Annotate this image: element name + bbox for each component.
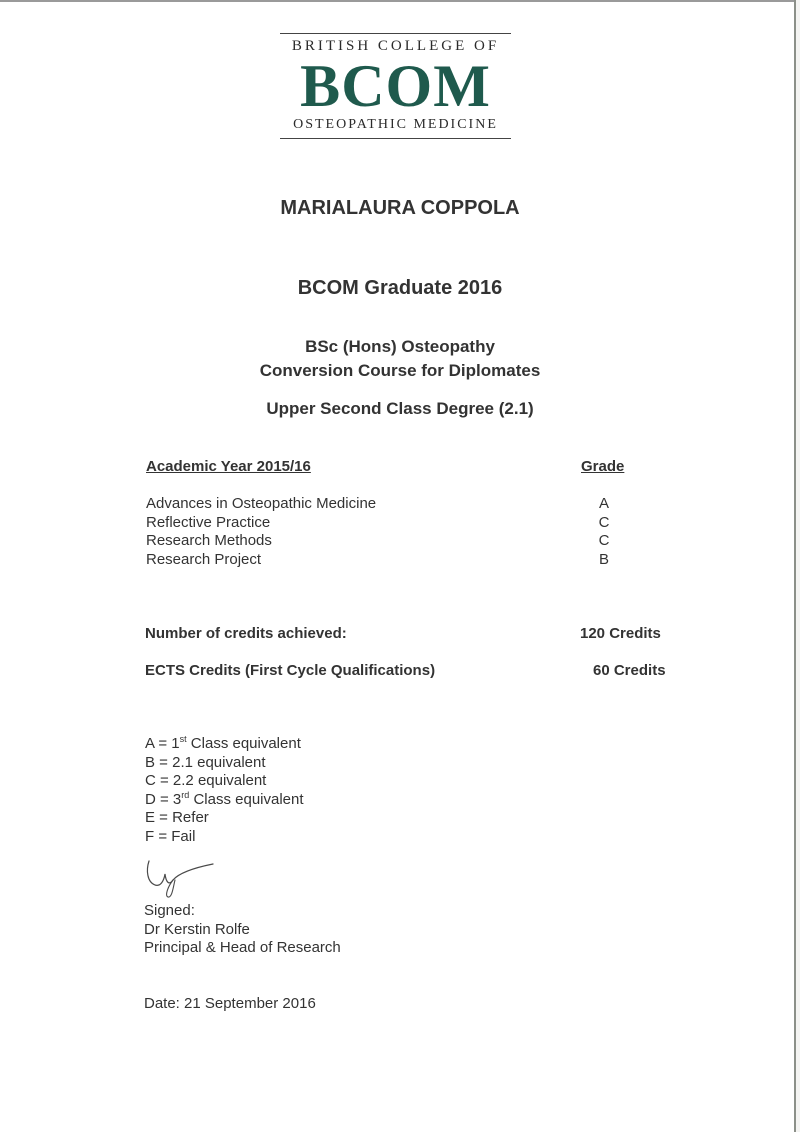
ects-credits-value: 60 Credits: [593, 662, 666, 679]
module-grade: C: [598, 532, 610, 549]
module-grade: B: [598, 550, 609, 568]
key-text: A = 1: [145, 735, 180, 752]
handwritten-signature: [143, 858, 218, 900]
key-text: Class equivalent: [189, 790, 304, 808]
scan-top-edge: [0, 0, 800, 2]
module-name: Reflective Practice: [146, 513, 271, 531]
logo-bottom-rule: [280, 138, 511, 139]
grade-key-item: [145, 772, 304, 791]
course-subtitle: Conversion Course for Diplomates: [259, 361, 541, 380]
academic-year-header: Academic Year 2015/16: [146, 458, 311, 475]
grade-key-item: [145, 809, 304, 828]
grade-list: [589, 495, 619, 569]
key-text: Class equivalent: [186, 735, 301, 752]
issue-date: Date: 21 September 2016: [144, 995, 316, 1012]
signed-label: Signed:: [144, 902, 195, 919]
key-sup: rd: [181, 789, 190, 800]
signatory-title: Principal & Head of Research: [144, 939, 341, 956]
credits-achieved-value: 120 Credits: [580, 625, 661, 642]
key-text: B = 2.1 equivalent: [145, 753, 266, 771]
key-text: C = 2.2 equivalent: [145, 772, 267, 789]
logo-top-line: BRITISH COLLEGE OF: [291, 38, 500, 54]
degree-classification: Upper Second Class Degree (2.1): [266, 399, 534, 418]
scan-margin: [796, 0, 800, 1132]
ects-credits-label: ECTS Credits (First Cycle Qualifications): [145, 662, 436, 679]
credits-achieved-label: Number of credits achieved:: [145, 625, 347, 642]
course-title: BSc (Hons) Osteopathy: [305, 337, 495, 356]
module-grade: C: [598, 513, 610, 531]
grade-key-item: [145, 735, 304, 754]
module-list: [146, 495, 376, 569]
key-text: D = 3: [145, 790, 182, 808]
logo-wordmark: BCOM: [300, 53, 491, 119]
grade-key-item: [145, 828, 304, 847]
module-name: Advances in Osteopathic Medicine: [146, 495, 377, 512]
grade-key-item: [145, 791, 304, 810]
key-text: F = Fail: [145, 827, 196, 845]
graduate-line: BCOM Graduate 2016: [297, 277, 503, 299]
module-name: Research Methods: [146, 532, 272, 549]
grade-key: [145, 735, 304, 846]
logo-top-rule: [280, 33, 511, 34]
student-name: MARIALAURA COPPOLA: [280, 197, 520, 219]
key-text: E = Refer: [145, 809, 209, 826]
grade-header: Grade: [581, 458, 625, 475]
key-sup: st: [179, 734, 187, 744]
logo-bottom-line: OSTEOPATHIC MEDICINE: [293, 117, 498, 132]
signature-block: [144, 902, 341, 958]
grade-key-item: [145, 754, 304, 773]
module-grade: A: [598, 495, 609, 512]
signatory-name: Dr Kerstin Rolfe: [144, 920, 250, 938]
module-name: Research Project: [146, 550, 262, 568]
